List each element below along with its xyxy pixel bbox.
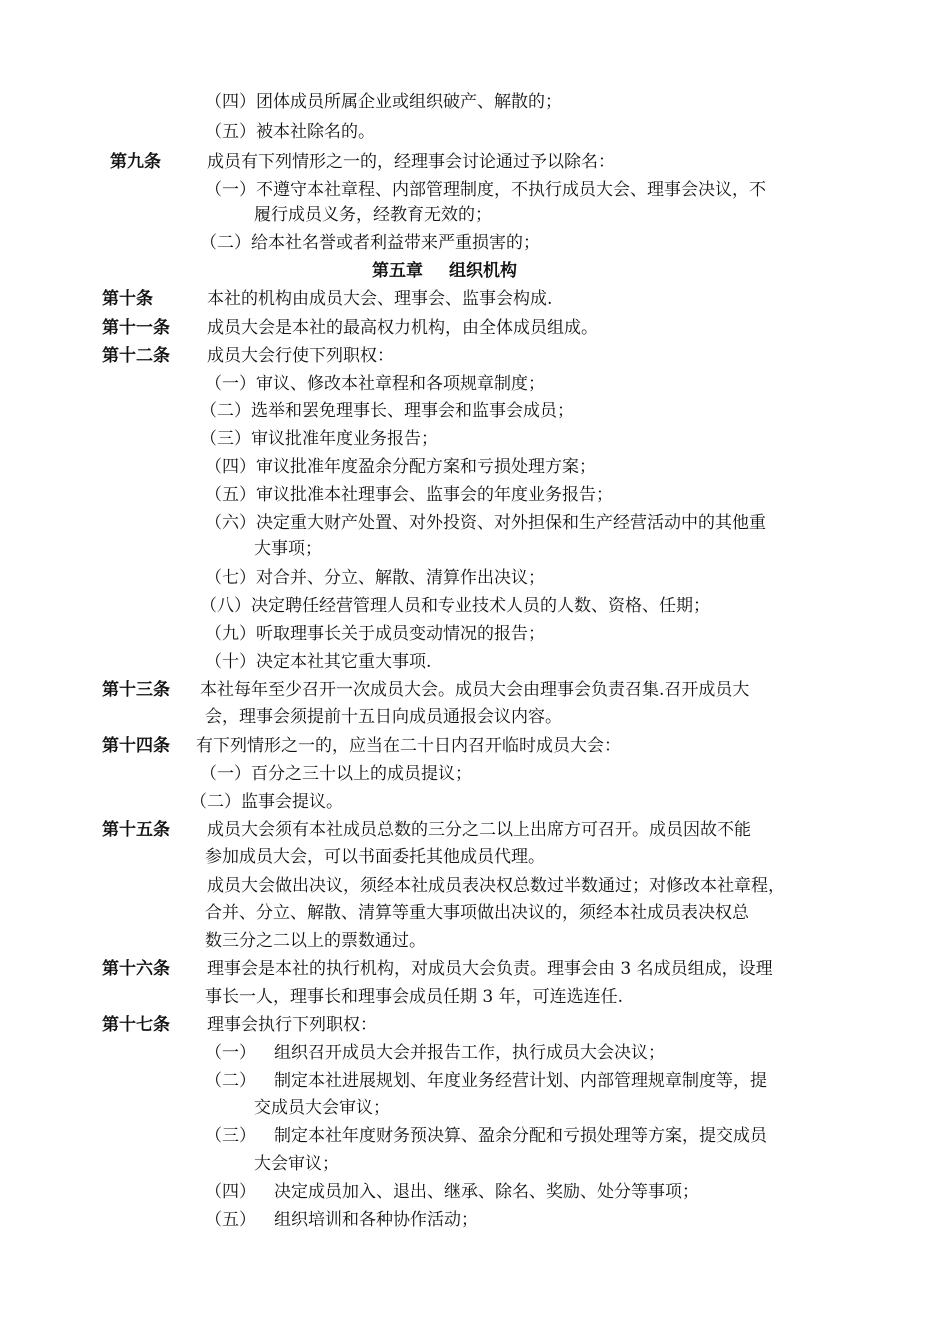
- article-11-text: 成员大会是本社的最高权力机构，由全体成员组成。: [207, 318, 598, 338]
- list-item-text: 制定本社进展规划、年度业务经营计划、内部管理规章制度等，提: [274, 1071, 767, 1091]
- list-item: （一）审议、修改本社章程和各项规章制度；: [205, 374, 545, 394]
- list-item: （四）团体成员所属企业或组织破产、解散的；: [205, 92, 562, 112]
- article-14-label: 第十四条: [102, 736, 170, 756]
- list-item-continuation: 履行成员义务，经教育无效的；: [254, 205, 492, 225]
- list-item-number: （一）: [205, 1043, 256, 1063]
- article-17-label: 第十七条: [102, 1015, 170, 1035]
- article-12-label: 第十二条: [102, 346, 170, 366]
- article-12-intro: 成员大会行使下列职权：: [207, 346, 394, 366]
- list-item: （三）审议批准年度业务报告；: [200, 429, 438, 449]
- list-item: （八）决定聘任经营管理人员和专业技术人员的人数、资格、任期；: [200, 596, 710, 616]
- list-item: [205, 1041, 665, 1065]
- list-item: [205, 1124, 767, 1148]
- list-item-text: 组织召开成员大会并报告工作，执行成员大会决议；: [274, 1043, 665, 1063]
- article-9-label: 第九条: [110, 152, 161, 172]
- article-10-label: 第十条: [102, 289, 153, 309]
- article-15-text-2-cont: 合并、分立、解散、清算等重大事项做出决议的，须经本社成员表决权总: [205, 903, 749, 923]
- article-15-text: 成员大会须有本社成员总数的三分之二以上出席方可召开。成员因故不能: [207, 820, 751, 840]
- list-item: （二）选举和罢免理事长、理事会和监事会成员；: [200, 401, 574, 421]
- chapter-heading: [372, 259, 517, 283]
- article-9-intro: 成员有下列情形之一的，经理事会讨论通过予以除名：: [207, 152, 615, 172]
- article-16-text-cont: 事长一人，理事长和理事会成员任期 3 年，可连选连任.: [205, 987, 624, 1007]
- article-15-label: 第十五条: [102, 820, 170, 840]
- list-item-text: 决定成员加入、退出、继承、除名、奖励、处分等事项；: [274, 1182, 699, 1202]
- list-item: （二）给本社名誉或者利益带来严重损害的；: [200, 233, 540, 253]
- list-item-continuation: 大事项；: [254, 539, 322, 559]
- article-13-text: 本社每年至少召开一次成员大会。成员大会由理事会负责召集.召开成员大: [200, 680, 750, 700]
- list-item: （六）决定重大财产处置、对外投资、对外担保和生产经营活动中的其他重: [205, 513, 766, 533]
- article-16-text: 理事会是本社的执行机构，对成员大会负责。理事会由 3 名成员组成，设理: [207, 959, 773, 979]
- list-item: [205, 1180, 699, 1204]
- list-item: （五）审议批准本社理事会、监事会的年度业务报告；: [205, 485, 613, 505]
- list-item-continuation: 交成员大会审议；: [254, 1098, 390, 1118]
- list-item: （一）百分之三十以上的成员提议；: [200, 764, 472, 784]
- article-10-text: 本社的机构由成员大会、理事会、监事会构成.: [207, 289, 553, 309]
- article-16-label: 第十六条: [102, 959, 170, 979]
- article-13-text-cont: 会，理事会须提前十五日向成员通报会议内容。: [205, 707, 562, 727]
- list-item: [205, 1069, 767, 1093]
- list-item: （四）审议批准年度盈余分配方案和亏损处理方案；: [205, 457, 596, 477]
- list-item-text: 组织培训和各种协作活动；: [274, 1210, 478, 1230]
- list-item: （五）被本社除名的。: [205, 122, 375, 142]
- list-item: （一）不遵守本社章程、内部管理制度，不执行成员大会、理事会决议，不: [205, 180, 766, 200]
- article-15-text-2: 成员大会做出决议，须经本社成员表决权总数过半数通过；对修改本社章程，: [207, 876, 785, 896]
- list-item-number: （四）: [205, 1182, 256, 1202]
- article-14-intro: 有下列情形之一的，应当在二十日内召开临时成员大会：: [196, 736, 621, 756]
- list-item: （二）监事会提议。: [190, 792, 343, 812]
- list-item: （七）对合并、分立、解散、清算作出决议；: [205, 568, 545, 588]
- list-item-number: （五）: [205, 1210, 256, 1230]
- article-17-intro: 理事会执行下列职权：: [207, 1015, 377, 1035]
- list-item-number: （三）: [205, 1126, 256, 1146]
- list-item-continuation: 大会审议；: [254, 1154, 339, 1174]
- article-15-text-cont: 参加成员大会，可以书面委托其他成员代理。: [205, 847, 545, 867]
- list-item-number: （二）: [205, 1071, 256, 1091]
- list-item-text: 制定本社年度财务预决算、盈余分配和亏损处理等方案，提交成员: [274, 1126, 767, 1146]
- chapter-number: 第五章: [372, 261, 423, 281]
- article-15-text-2-cont: 数三分之二以上的票数通过。: [205, 931, 426, 951]
- article-11-label: 第十一条: [102, 318, 170, 338]
- chapter-title: 组织机构: [449, 261, 517, 281]
- article-13-label: 第十三条: [102, 680, 170, 700]
- list-item: （十）决定本社其它重大事项.: [205, 652, 432, 672]
- list-item: [205, 1208, 478, 1232]
- list-item: （九）听取理事长关于成员变动情况的报告；: [205, 624, 545, 644]
